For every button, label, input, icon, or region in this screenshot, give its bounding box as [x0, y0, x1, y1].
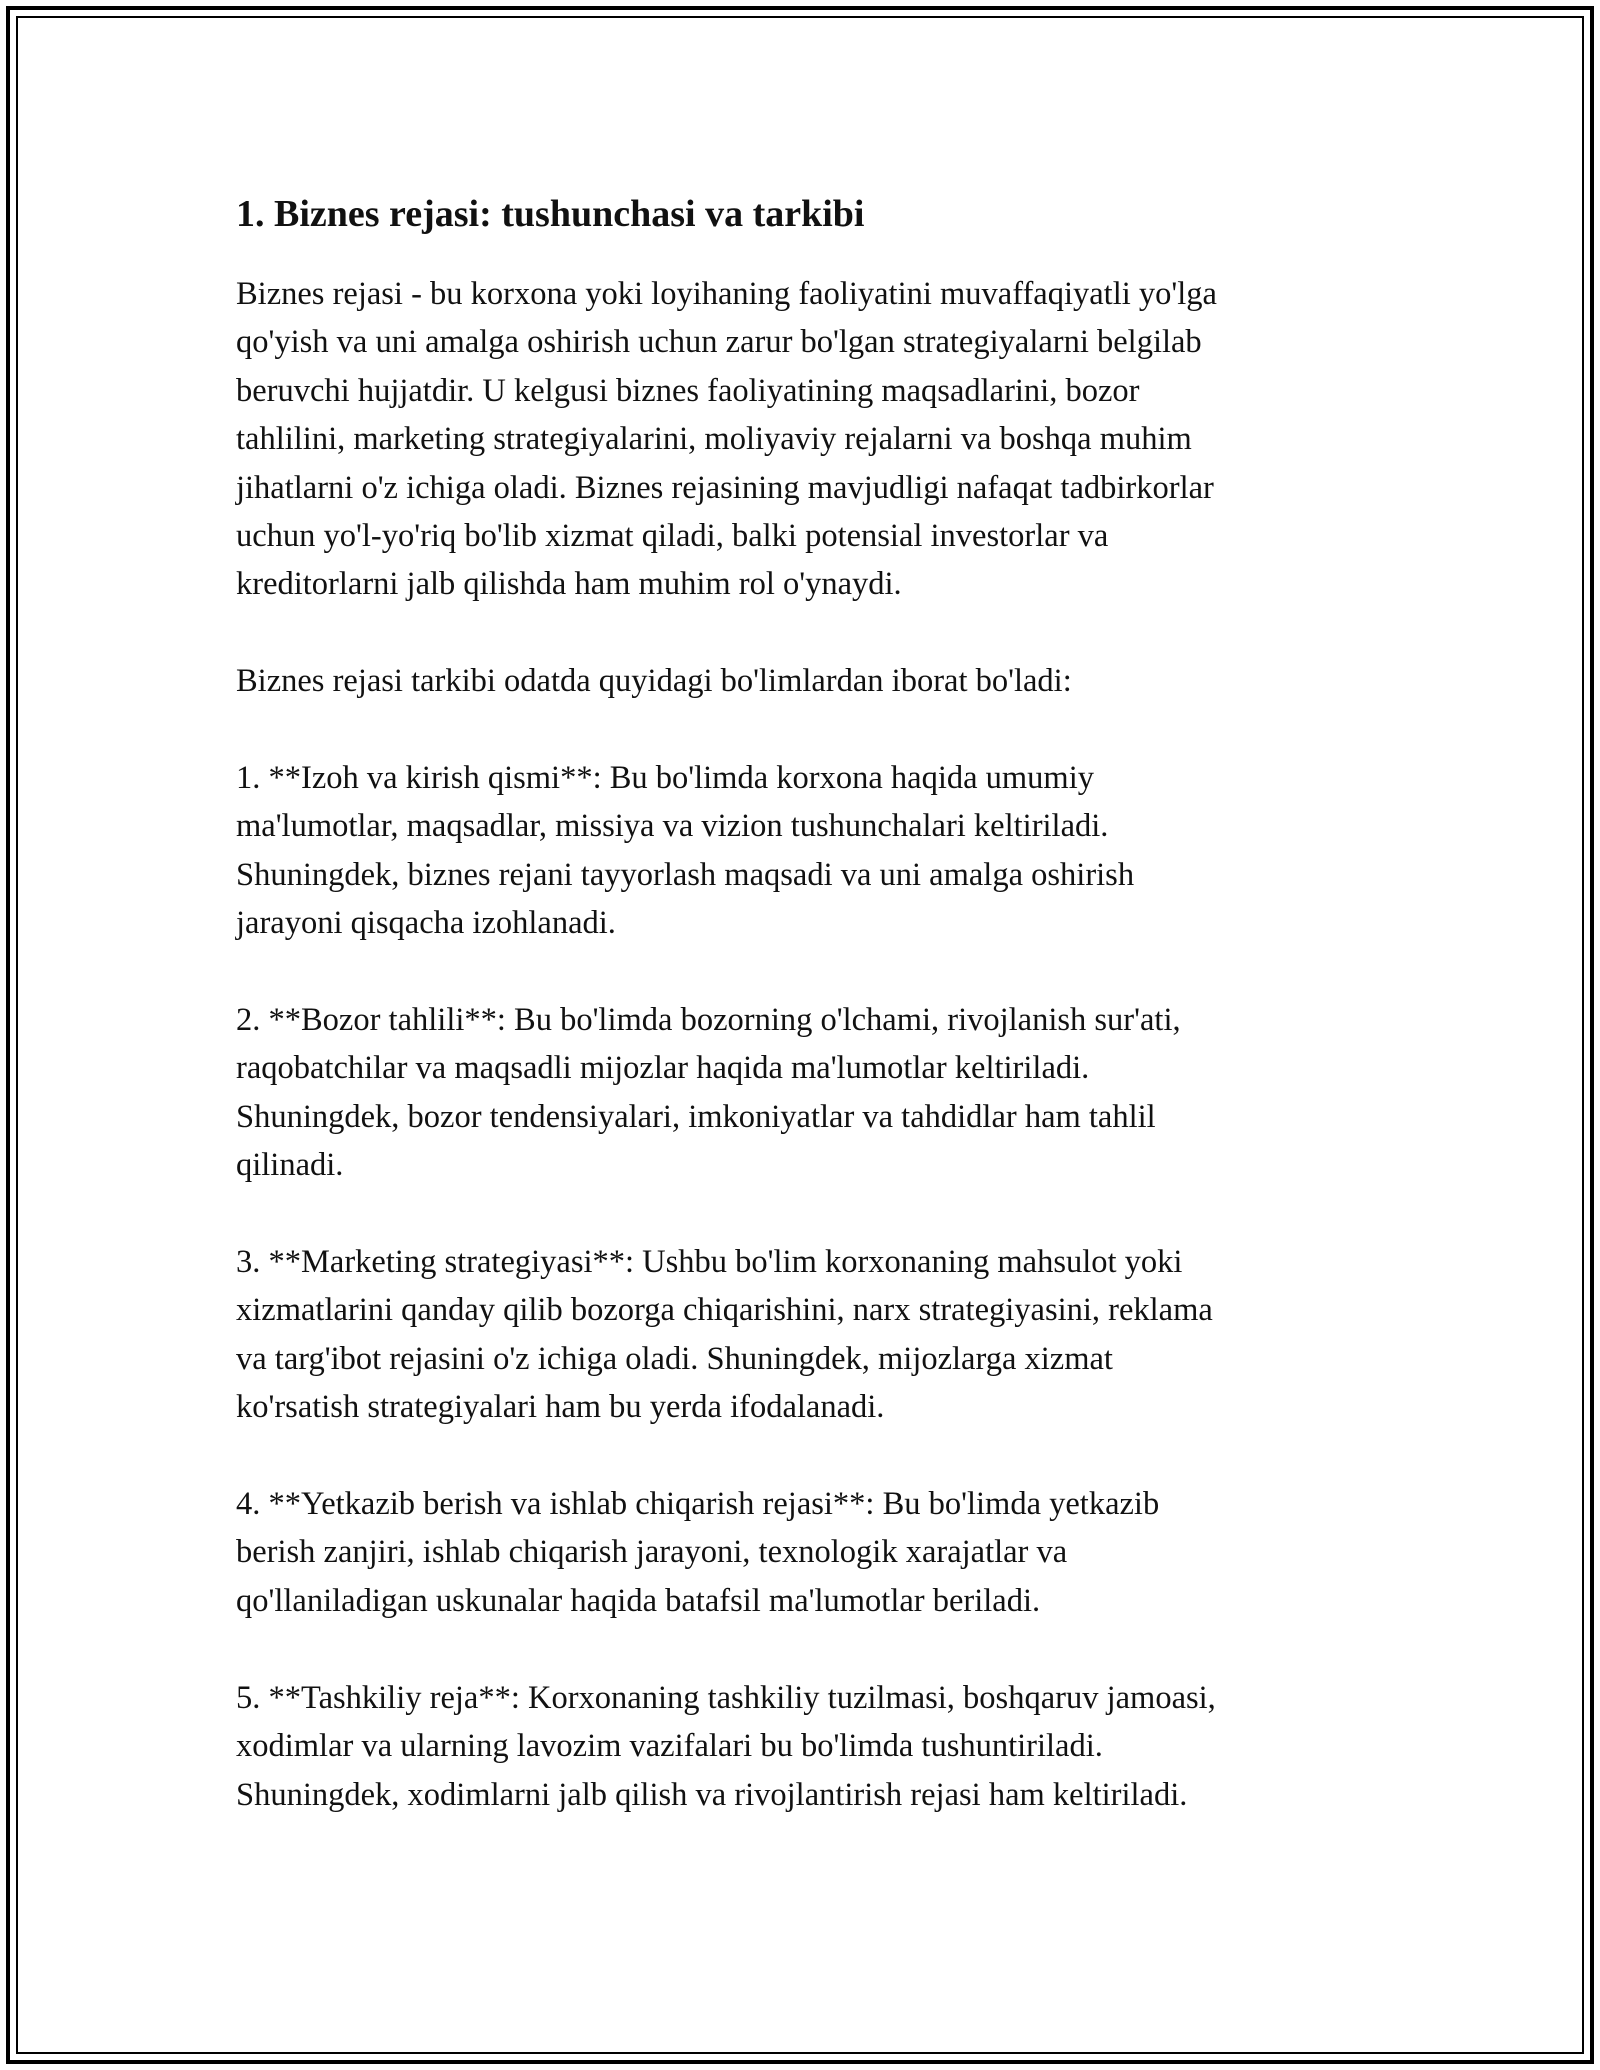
- intro-paragraph: [236, 270, 1360, 609]
- text-line: xizmatlarini qanday qilib bozorga chiqarishini, narx strategiyasini, reklama: [236, 1292, 1213, 1329]
- text-line: xodimlar va ularning lavozim vazifalari bu bo'limda tushuntiriladi.: [236, 1728, 1103, 1765]
- text-line: qilinadi.: [236, 1147, 344, 1184]
- text-line: ma'lumotlar, maqsadlar, missiya va vizion tushunchalari keltiriladi.: [236, 808, 1109, 845]
- document-body: [236, 186, 1360, 1819]
- text-line: 4. **Yetkazib berish va ishlab chiqarish rejasi**: Bu bo'limda yetkazib: [236, 1486, 1160, 1523]
- text-line: raqobatchilar va maqsadli mijozlar haqida ma'lumotlar keltiriladi.: [236, 1050, 1090, 1087]
- text-line: 5. **Tashkiliy reja**: Korxonaning tashkiliy tuzilmasi, boshqaruv jamoasi,: [236, 1679, 1216, 1716]
- text-line: beruvchi hujjatdir. U kelgusi biznes faoliyatining maqsadlarini, bozor: [236, 372, 1140, 409]
- text-line: Shuningdek, xodimlarni jalb qilish va rivojlantirish rejasi ham keltiriladi.: [236, 1776, 1188, 1813]
- text-line: kreditorlarni jalb qilishda ham muhim rol o'ynaydi.: [236, 566, 902, 603]
- section-item-1: [236, 754, 1360, 948]
- text-line: Biznes rejasi tarkibi odatda quyidagi bo'limlardan iborat bo'ladi:: [236, 663, 1072, 700]
- text-line: qo'llaniladigan uskunalar haqida batafsil ma'lumotlar beriladi.: [236, 1582, 1041, 1619]
- text-line: Shuningdek, bozor tendensiyalari, imkoniyatlar va tahdidlar ham tahlil: [236, 1098, 1156, 1135]
- text-line: jihatlarni o'z ichiga oladi. Biznes rejasining mavjudligi nafaqat tadbirkorlar: [236, 469, 1214, 506]
- text-line: jarayoni qisqacha izohlanadi.: [236, 905, 616, 942]
- text-line: berish zanjiri, ishlab chiqarish jarayoni, texnologik xarajatlar va: [236, 1534, 1068, 1571]
- section-item-2: [236, 996, 1360, 1190]
- section-item-4: [236, 1480, 1360, 1625]
- text-line: Biznes rejasi - bu korxona yoki loyihaning faoliyatini muvaffaqiyatli yo'lga: [236, 276, 1217, 312]
- section-title: 1. Biznes rejasi: tushunchasi va tarkibi: [236, 193, 865, 235]
- text-line: qo'yish va uni amalga oshirish uchun zarur bo'lgan strategiyalarni belgilab: [236, 324, 1202, 361]
- section-item-5: [236, 1674, 1360, 1819]
- text-line: ko'rsatish strategiyalari ham bu yerda ifodalanadi.: [236, 1389, 885, 1426]
- text-line: 1. **Izoh va kirish qismi**: Bu bo'limda korxona haqida umumiy: [236, 760, 1094, 797]
- text-line: uchun yo'l-yo'riq bo'lib xizmat qiladi, balki potensial investorlar va: [236, 518, 1109, 555]
- text-line: 3. **Marketing strategiyasi**: Ushbu bo'lim korxonaning mahsulot yoki: [236, 1244, 1183, 1281]
- section-item-3: [236, 1238, 1360, 1432]
- structure-intro-paragraph: [236, 657, 1360, 705]
- text-line: va targ'ibot rejasini o'z ichiga oladi. Shuningdek, mijozlarga xizmat: [236, 1340, 1113, 1377]
- text-line: 2. **Bozor tahlili**: Bu bo'limda bozorning o'lchami, rivojlanish sur'ati,: [236, 1002, 1181, 1039]
- text-line: Shuningdek, biznes rejani tayyorlash maqsadi va uni amalga oshirish: [236, 856, 1135, 893]
- text-line: tahlilini, marketing strategiyalarini, moliyaviy rejalarni va boshqa muhim: [236, 421, 1192, 458]
